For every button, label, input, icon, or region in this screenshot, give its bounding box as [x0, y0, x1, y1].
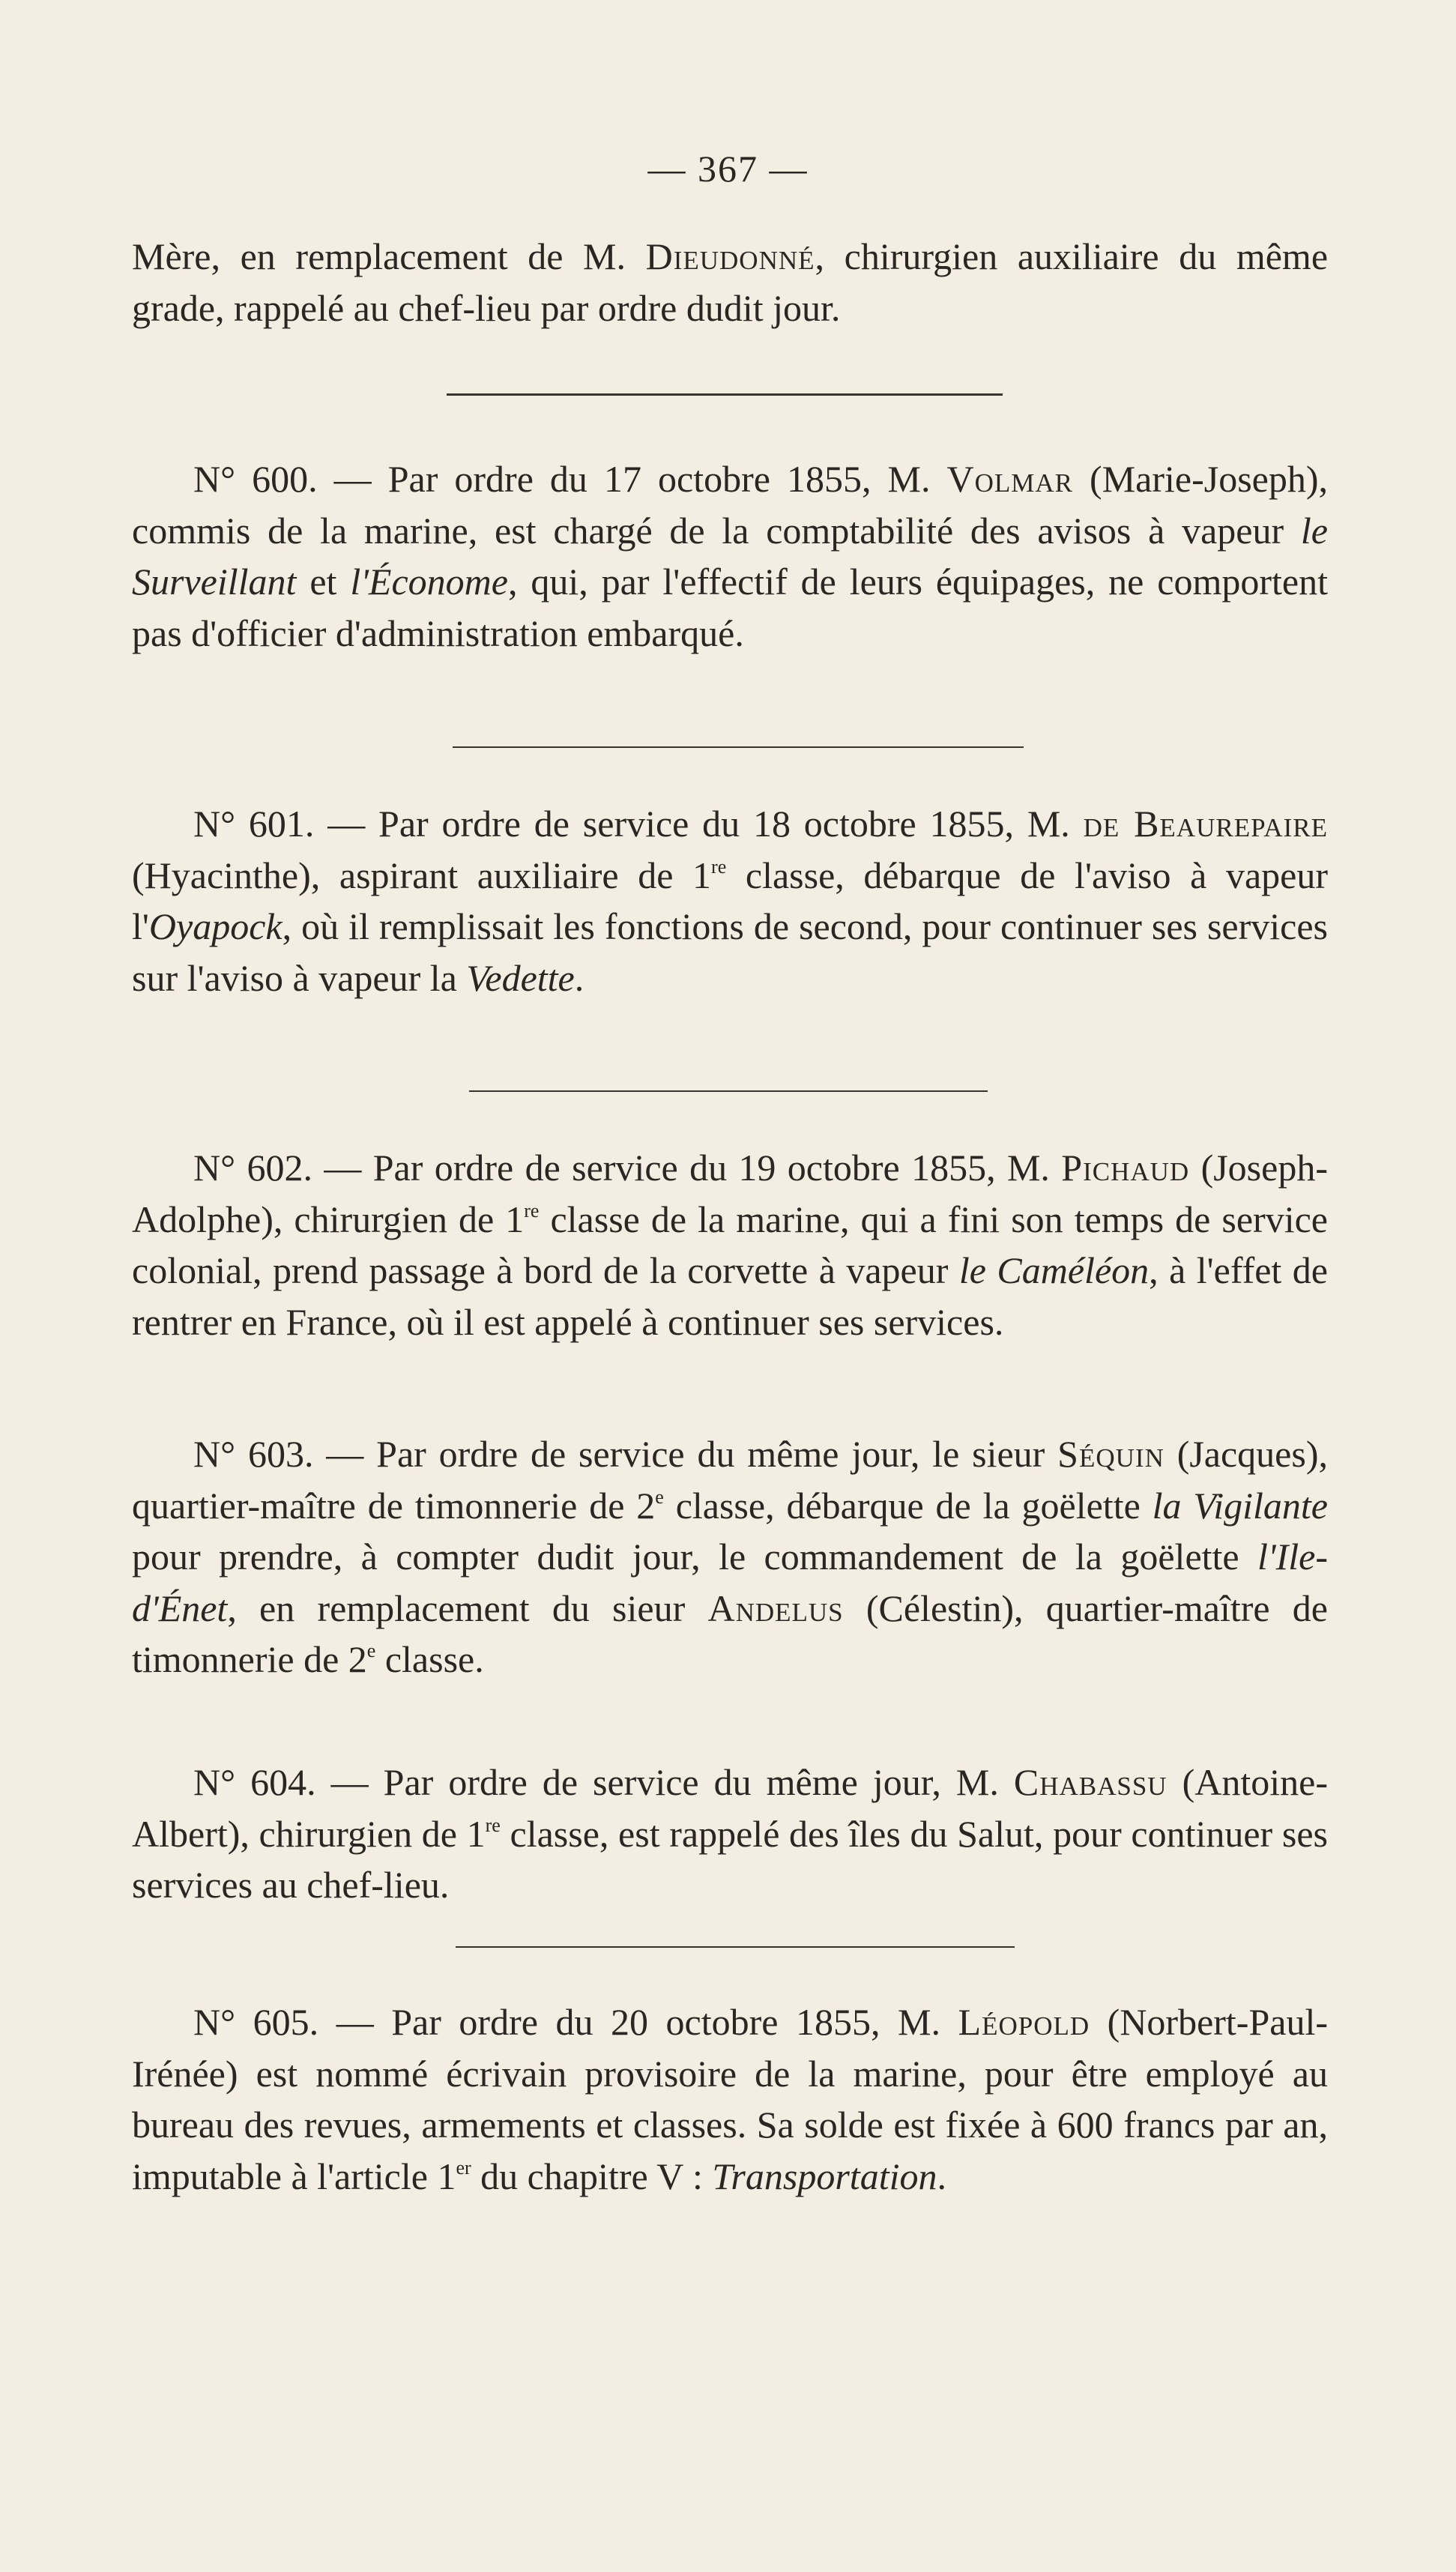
person-name: Pichaud	[1061, 1147, 1190, 1189]
person-name: Chabassu	[1013, 1761, 1167, 1803]
text-run: — Par ordre de service du 19 octobre 1855, M.	[312, 1147, 1062, 1189]
section-divider	[453, 746, 1024, 748]
text-run: (Marie-Joseph), commis de la marine, est chargé de la comptabilité des avisos à vapeur	[132, 458, 1328, 552]
text-run: et	[296, 561, 351, 603]
text-run: classe, est rappelé des îles du Salut, pour continuer ses services au chef-lieu.	[132, 1812, 1328, 1906]
section-divider	[456, 1946, 1015, 1948]
text-run: , en remplacement du sieur	[227, 1587, 708, 1629]
text-run: , qui, par l'effectif de leurs équipages, ne comportent pas d'officier d'administration embarqué.	[132, 561, 1328, 654]
continuation-paragraph	[132, 231, 1328, 333]
entry-600	[132, 453, 1328, 659]
text-run: — Par ordre de service du même jour, le sieur	[313, 1433, 1058, 1475]
text-run: — Par ordre du 17 octobre 1855, M.	[317, 458, 947, 500]
section-divider	[469, 1090, 988, 1092]
text-run: (Célestin), quartier-maître de timonnerie de 2	[132, 1587, 1328, 1680]
entry-number: N° 603.	[193, 1433, 314, 1475]
text-run: (Hyacinthe), aspirant auxiliaire de 1	[132, 854, 712, 896]
text-run: du chapitre V :	[471, 2155, 713, 2197]
entry-601	[132, 798, 1328, 1003]
text-run: Mère, en remplacement de M.	[132, 235, 646, 277]
superscript: re	[485, 1814, 501, 1836]
text-run: , à l'effet de rentrer en France, où il est appelé à continuer ses services.	[132, 1249, 1328, 1343]
text-run: (Jacques), quartier-maître de timonnerie de 2	[132, 1433, 1328, 1527]
text-run: classe de la marine, qui a fini son temps de service colonial, prend passage à bord de la corvette à vapeur	[132, 1198, 1328, 1291]
entry-number: N° 605.	[193, 2001, 319, 2043]
person-name: Andelus	[707, 1587, 844, 1629]
entry-number: N° 604.	[193, 1761, 316, 1803]
entry-605	[132, 1996, 1328, 2202]
entry-604	[132, 1757, 1328, 1911]
person-name: Volmar	[946, 458, 1074, 500]
superscript: er	[456, 2156, 471, 2179]
superscript: e	[655, 1485, 664, 1508]
text-run: (Antoine-Albert), chirurgien de 1	[132, 1761, 1328, 1855]
ship-name: l'Économe	[350, 561, 508, 603]
text-run: — Par ordre du 20 octobre 1855, M.	[318, 2001, 958, 2043]
text-run: — Par ordre de service du 18 octobre 1855, M.	[314, 803, 1084, 845]
person-name: Dieudonné	[645, 235, 815, 277]
text-run: .	[574, 956, 584, 999]
ship-name: le Caméléon	[958, 1249, 1150, 1291]
text-run: (Joseph-Adolphe), chirurgien de 1	[132, 1147, 1328, 1240]
section-divider	[447, 393, 1003, 396]
person-name: de Beaurepaire	[1083, 803, 1328, 845]
ship-name: Oyapock	[148, 905, 283, 947]
text-run: classe.	[375, 1638, 484, 1680]
text-run: classe, débarque de l'aviso à vapeur l'	[132, 854, 1328, 947]
entry-number: N° 600.	[193, 458, 318, 500]
superscript: e	[366, 1640, 376, 1662]
chapter-title: Transportation	[712, 2155, 937, 2197]
superscript: re	[711, 855, 727, 878]
text-run: (Norbert-Paul-Irénée) est nommé écrivain provisoire de la marine, pour être employé au bureau des revues, armements et classes. Sa solde est fixée à 600 francs par an, imputable à l'article 1	[132, 2001, 1328, 2197]
entry-602	[132, 1142, 1328, 1347]
ship-name: Vedette	[466, 956, 575, 999]
entry-number: N° 601.	[193, 803, 315, 845]
page-number: — 367 —	[647, 148, 809, 190]
text-run: pour prendre, à compter dudit jour, le commandement de la goëlette	[132, 1536, 1258, 1578]
text-run: classe, débarque de la goëlette	[663, 1484, 1153, 1527]
ship-name: la Vigilante	[1152, 1484, 1329, 1527]
person-name: Léopold	[958, 2001, 1090, 2043]
person-name: Séquin	[1057, 1433, 1165, 1475]
text-run: .	[937, 2155, 946, 2197]
entry-number: N° 602.	[193, 1147, 312, 1189]
superscript: re	[524, 1199, 540, 1222]
ship-name: l'Ile-d'Énet	[132, 1536, 1328, 1629]
ship-name: le Surveillant	[132, 509, 1328, 603]
entry-603	[132, 1428, 1328, 1685]
text-run: , chirurgien auxiliaire du même grade, rappelé au chef-lieu par ordre dudit jour.	[132, 235, 1329, 329]
text-run: — Par ordre de service du même jour, M.	[315, 1761, 1014, 1803]
text-run: , où il remplissait les fonctions de second, pour continuer ses services sur l'aviso à vapeur la	[132, 905, 1328, 999]
